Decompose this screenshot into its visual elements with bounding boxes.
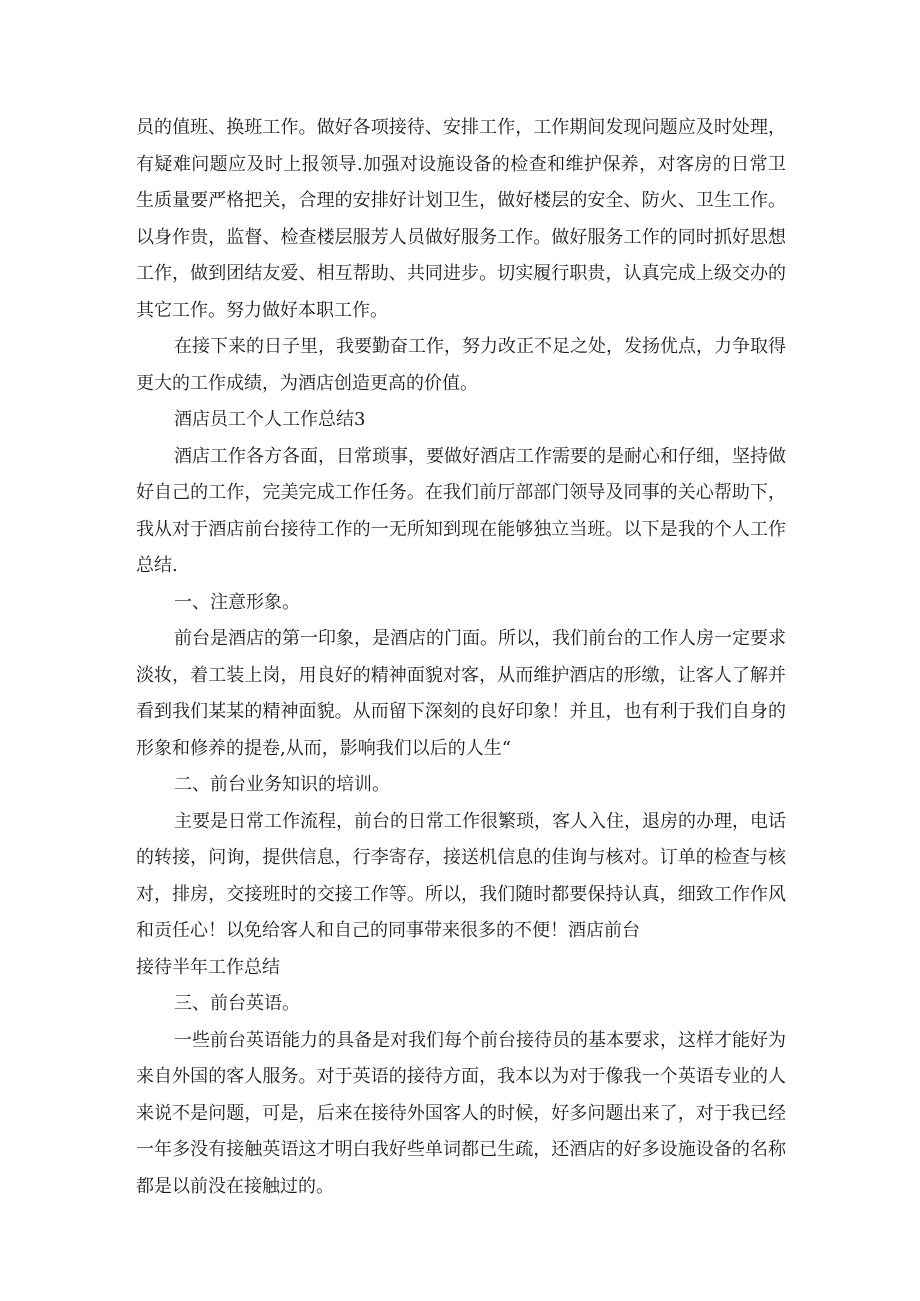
heading-business-training: 二、前台业务知识的培训。 [174,774,390,795]
section-title-summary-3: 酒店员工个人工作总结3 [174,409,366,430]
paragraph-future-goals: 在接下来的日子里，我要勤奋工作，努力改正不足之处，发扬优点，力争取得更大的工作成绩，为酒店创造更高的价值。 [136,336,786,394]
paragraph-half-year-summary: 接待半年工作总结 [136,956,280,978]
heading-front-desk-english: 三、前台英语。 [174,993,300,1014]
paragraph-daily-workflow: 主要是日常工作流程，前台的日常工作很繁琐，客人入住，退房的办理，电话的转接，问询，提供信息，行李寄存，接送机信息的佳询与核对。订单的检查与核对，排房，交接班时的交接工作等。所以，我们随时都要保持认真，细致工作作风和贡任心！以免给客人和自己的同事带来很多的不便！酒店前台 [136,810,786,941]
document-body [136,110,786,1205]
heading-image: 一、注意形象。 [174,591,300,613]
paragraph-hotel-work-intro: 酒店工作各方各面，日常琐事，要做好酒店工作需要的是耐心和仔细，坚持做好自己的工作，完美完成工作任务。在我们前厅部部门领导及同事的关心帮助下，我从对于酒店前台接待工作的一无所知到现在能够独立当班。以下是我的个人工作总结. [136,445,786,576]
paragraph-duty-summary: 员的值班、换班工作。做好各项接待、安排工作，工作期间发现问题应及时处理，有疑难问题应及时上报领导.加强对设施设备的检查和维护保养，对客房的日常卫生质量要严格把关，合理的安排好计划卫生，做好楼层的安全、防火、卫生工作。以身作贵，监督、检查楼层服芳人员做好服务工作。做好服务工作的同时抓好思想工作，做到团结友爱、相互帮助、共同进步。切实履行职贵，认真完成上级交办的其它工作。努力做好本职工作。 [136,117,786,321]
paragraph-front-desk-image: 前台是酒店的第一印象，是酒店的门面。所以，我们前台的工作人房一定要求淡妆，着工装上岗，用良好的精神面貌对客，从而维护酒店的形缴，让客人了解并看到我们某某的精神面貌。从而留下深刻的良好印象！并且，也有利于我们自身的形象和修养的提卷,从而，影响我们以后的人生“ [136,628,786,759]
paragraph-english-skills: 一些前台英语能力的具备是对我们每个前台接待员的基本要求，这样才能好为来自外国的客人服务。对于英语的接待方面，我本以为对于像我一个英语专业的人来说不是问题，可是，后来在接待外国客人的时候，好多问题出来了，对于我已经一年多没有接触英语这才明白我好些单词都已生疏，还酒店的好多设施设备的名称都是以前没在接触过的。 [136,1029,786,1197]
